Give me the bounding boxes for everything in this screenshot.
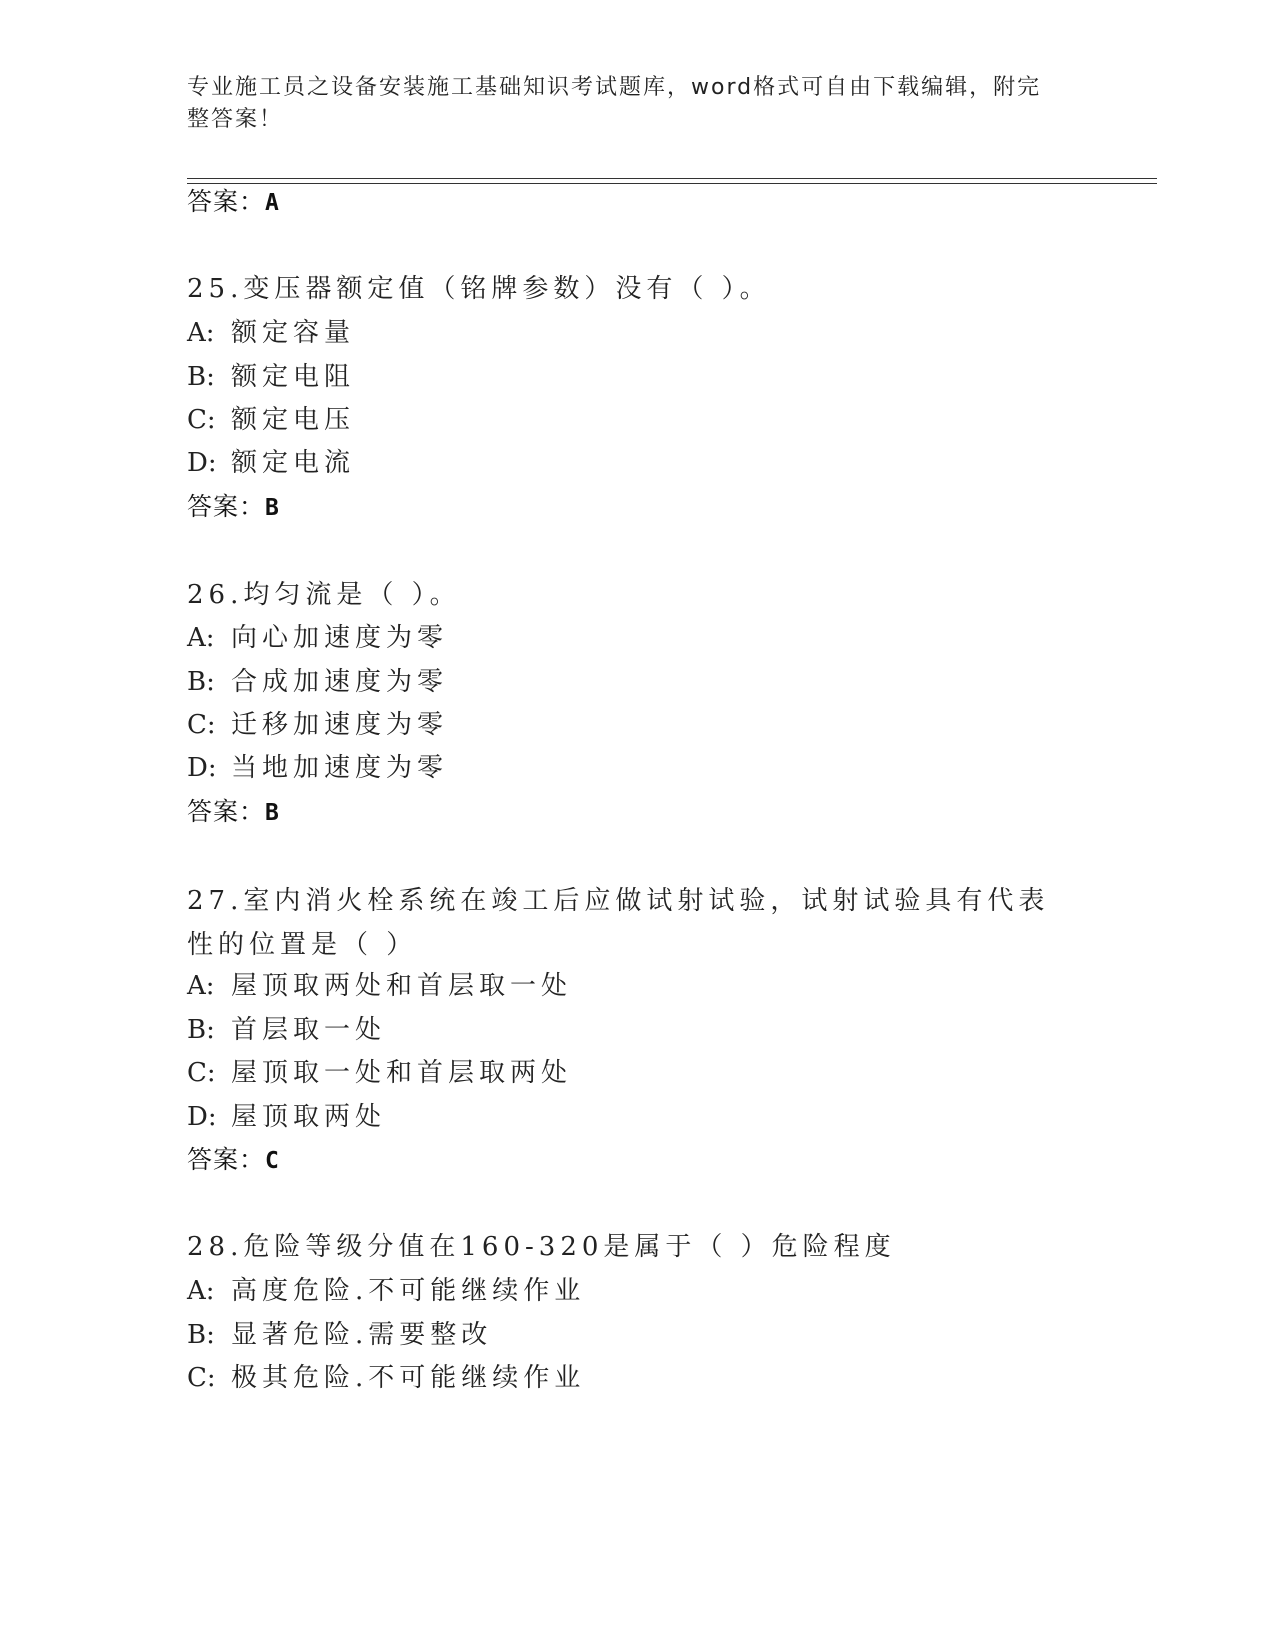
- option-key: A:: [187, 318, 215, 348]
- option-key: C:: [187, 405, 216, 435]
- question-25: [187, 269, 771, 309]
- question-text: 室内消火栓系统在竣工后应做试射试验，试射试验具有代表性的位置是（ ）: [187, 886, 1050, 960]
- option-27-c: [187, 1053, 572, 1093]
- option-27-a: [187, 966, 572, 1006]
- answer-27: [187, 1140, 280, 1181]
- answer-value: B: [265, 800, 280, 826]
- option-text: 向心加速度为零: [231, 623, 449, 653]
- option-26-a: [187, 618, 448, 658]
- question-27: [187, 879, 1067, 967]
- option-text: 极其危险.不可能继续作业: [231, 1363, 586, 1393]
- option-25-b: [187, 357, 355, 397]
- option-text: 显著危险.需要整改: [231, 1320, 493, 1350]
- option-key: C:: [187, 1363, 216, 1393]
- option-26-c: [187, 705, 448, 745]
- question-text: 变压器额定值（铭牌参数）没有（ ）。: [243, 274, 771, 304]
- option-key: D:: [187, 1102, 217, 1132]
- option-key: A:: [187, 971, 215, 1001]
- answer-26: [187, 792, 280, 833]
- option-key: D:: [187, 753, 217, 783]
- option-key: C:: [187, 1058, 216, 1088]
- option-text: 屋顶取两处和首层取一处: [231, 971, 573, 1001]
- question-text: 均匀流是（ ）。: [243, 580, 461, 610]
- option-26-d: [187, 748, 448, 788]
- option-26-b: [187, 662, 448, 702]
- question-number: 28.: [187, 1232, 244, 1262]
- option-key: C:: [187, 710, 216, 740]
- option-text: 合成加速度为零: [231, 667, 449, 697]
- answer-value: A: [265, 190, 280, 216]
- question-26: [187, 575, 461, 615]
- option-27-d: [187, 1097, 386, 1137]
- question-28: [187, 1227, 896, 1267]
- option-text: 当地加速度为零: [231, 753, 449, 783]
- question-number: 25.: [187, 274, 244, 304]
- answer-prev: [187, 182, 280, 223]
- document-header: 专业施工员之设备安装施工基础知识考试题库，word格式可自由下载编辑，附完整答案！: [187, 75, 1042, 132]
- answer-label: 答案：: [187, 1145, 266, 1174]
- option-key: A:: [187, 623, 215, 653]
- option-28-c: [187, 1358, 585, 1398]
- option-text: 额定电阻: [231, 362, 356, 392]
- answer-value: C: [265, 1148, 280, 1174]
- option-27-b: [187, 1010, 386, 1050]
- question-text: 危险等级分值在160-320是属于（ ）危险程度: [243, 1232, 896, 1262]
- question-number: 27.: [187, 886, 244, 916]
- option-28-a: [187, 1271, 585, 1311]
- option-28-b: [187, 1315, 492, 1355]
- answer-25: [187, 487, 280, 528]
- option-key: B:: [187, 1015, 215, 1045]
- option-text: 额定电流: [231, 448, 356, 478]
- option-key: B:: [187, 667, 215, 697]
- option-text: 屋顶取一处和首层取两处: [231, 1058, 573, 1088]
- answer-label: 答案：: [187, 797, 266, 826]
- option-25-d: [187, 443, 355, 483]
- header-divider: [187, 178, 1157, 184]
- question-number: 26.: [187, 580, 244, 610]
- option-key: A:: [187, 1276, 215, 1306]
- option-text: 屋顶取两处: [231, 1102, 387, 1132]
- option-text: 迁移加速度为零: [231, 710, 449, 740]
- option-text: 高度危险.不可能继续作业: [231, 1276, 586, 1306]
- document-page: [187, 0, 1157, 1650]
- option-text: 首层取一处: [231, 1015, 387, 1045]
- option-text: 额定容量: [231, 318, 356, 348]
- answer-label: 答案：: [187, 187, 266, 216]
- answer-label: 答案：: [187, 492, 266, 521]
- option-key: D:: [187, 448, 217, 478]
- option-text: 额定电压: [231, 405, 356, 435]
- option-key: B:: [187, 1320, 215, 1350]
- option-25-a: [187, 313, 355, 353]
- option-key: B:: [187, 362, 215, 392]
- option-25-c: [187, 400, 355, 440]
- answer-value: B: [265, 495, 280, 521]
